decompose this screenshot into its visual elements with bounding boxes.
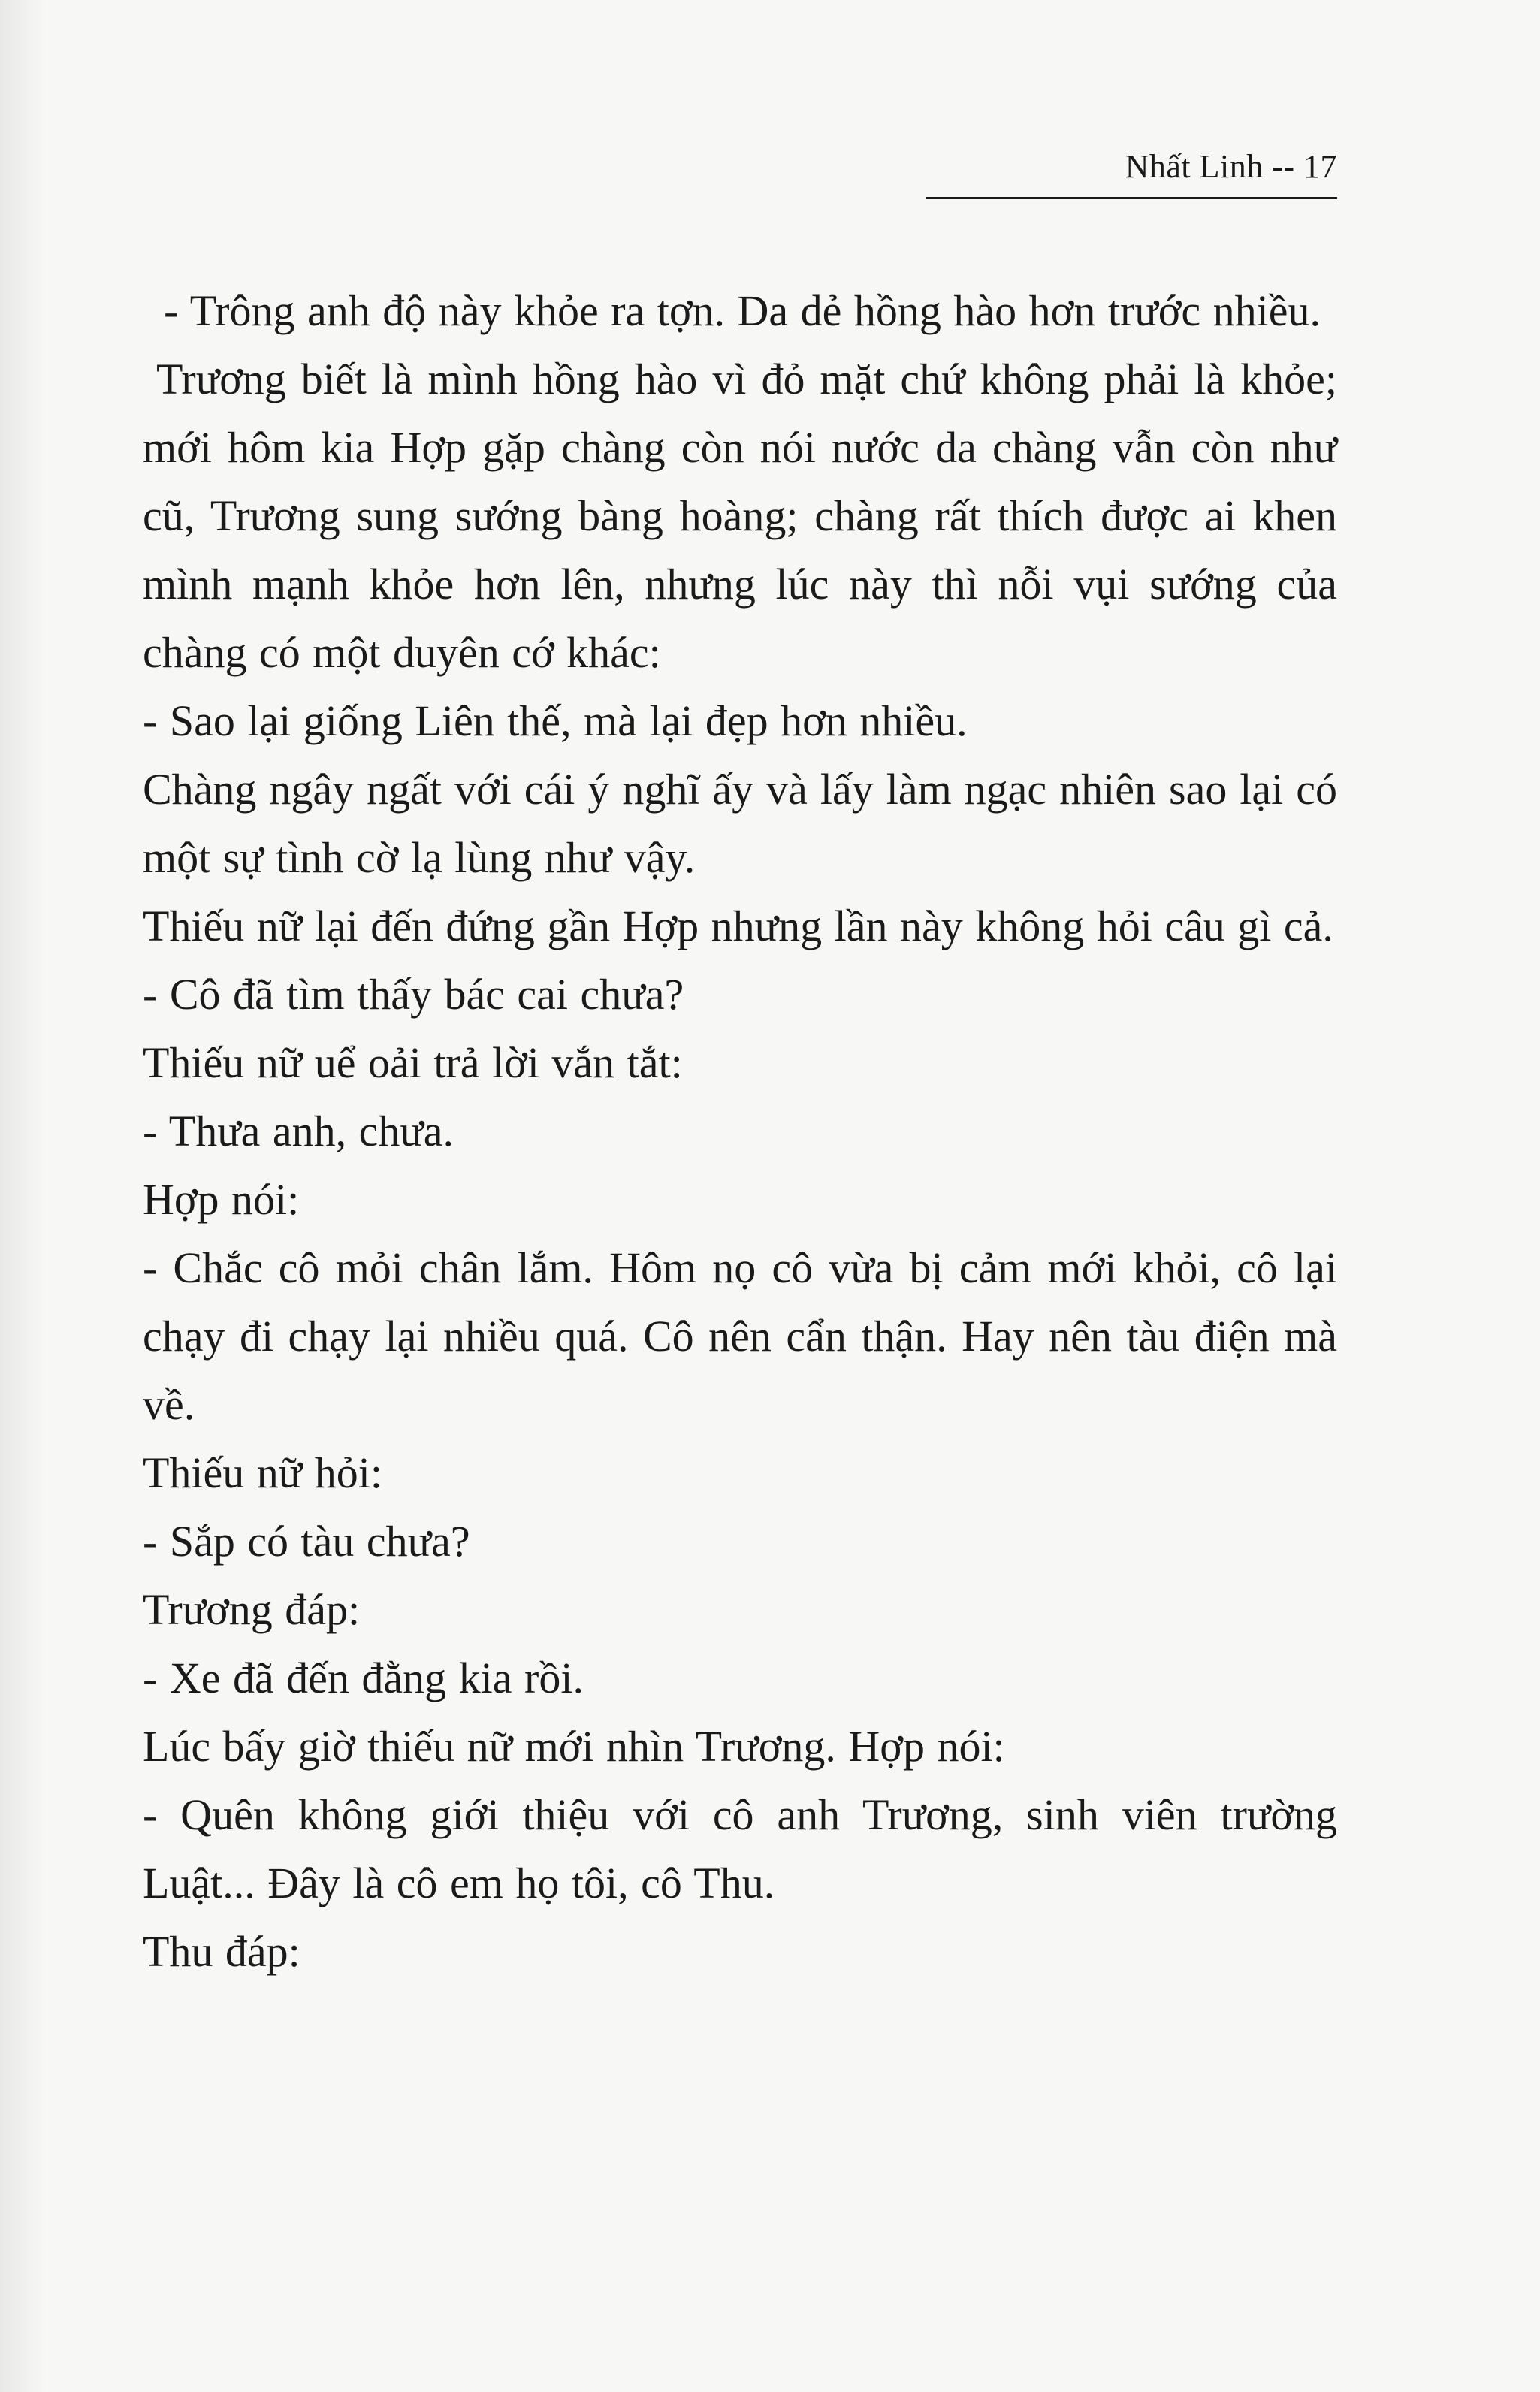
running-header bbox=[1125, 147, 1337, 186]
paragraph: - Xe đã đến đằng kia rồi. bbox=[143, 1654, 584, 1702]
page-binding-shadow bbox=[0, 0, 45, 2392]
paragraph: Chàng ngây ngất với cái ý nghĩ ấy và lấy làm ngạc nhiên sao lại có một sự tình cờ lạ lùng như vậy. bbox=[143, 765, 1337, 882]
paragraph: Thiếu nữ uể oải trả lời vắn tắt: bbox=[143, 1038, 683, 1087]
paragraph: Trương biết là mình hồng hào vì đỏ mặt chứ không phải là khỏe; mới hôm kia Hợp gặp chàng còn nói nước da chàng vẫn còn như cũ, Trương sung sướng bàng hoàng; chàng rất thích được ai khen mình mạnh khỏe hơn lên, nhưng lúc này thì nỗi vụi sướng của chàng có một duyên cớ khác: bbox=[143, 355, 1337, 677]
paragraph: Thiếu nữ hỏi: bbox=[143, 1448, 382, 1497]
running-title: Nhất Linh -- 17 bbox=[1125, 148, 1337, 185]
paragraph: - Quên không giới thiệu với cô anh Trương, sinh viên trường Luật... Đây là cô em họ tôi, cô Thu. bbox=[143, 1790, 1337, 1907]
paragraph: - Thưa anh, chưa. bbox=[143, 1107, 454, 1155]
paragraph: Thu đáp: bbox=[143, 1927, 300, 1976]
paragraph: - Trông anh độ này khỏe ra tợn. Da dẻ hồng hào hơn trước nhiều. bbox=[164, 286, 1321, 335]
header-rule bbox=[926, 197, 1337, 199]
paragraph: - Chắc cô mỏi chân lắm. Hôm nọ cô vừa bị cảm mới khỏi, cô lại chạy đi chạy lại nhiều quá. Cô nên cẩn thận. Hay nên tàu điện mà về. bbox=[143, 1243, 1337, 1429]
paragraph: - Cô đã tìm thấy bác cai chưa? bbox=[143, 970, 684, 1019]
paragraph: Hợp nói: bbox=[143, 1175, 300, 1224]
paragraph: Lúc bấy giờ thiếu nữ mới nhìn Trương. Hợp nói: bbox=[143, 1722, 1005, 1771]
paragraph: - Sắp có tàu chưa? bbox=[143, 1517, 470, 1566]
paragraph: Trương đáp: bbox=[143, 1585, 361, 1634]
paragraph: Thiếu nữ lại đến đứng gần Hợp nhưng lần này không hỏi câu gì cả. bbox=[143, 902, 1333, 950]
body-text bbox=[143, 276, 1337, 1986]
paragraph: - Sao lại giống Liên thế, mà lại đẹp hơn nhiều. bbox=[143, 696, 968, 745]
